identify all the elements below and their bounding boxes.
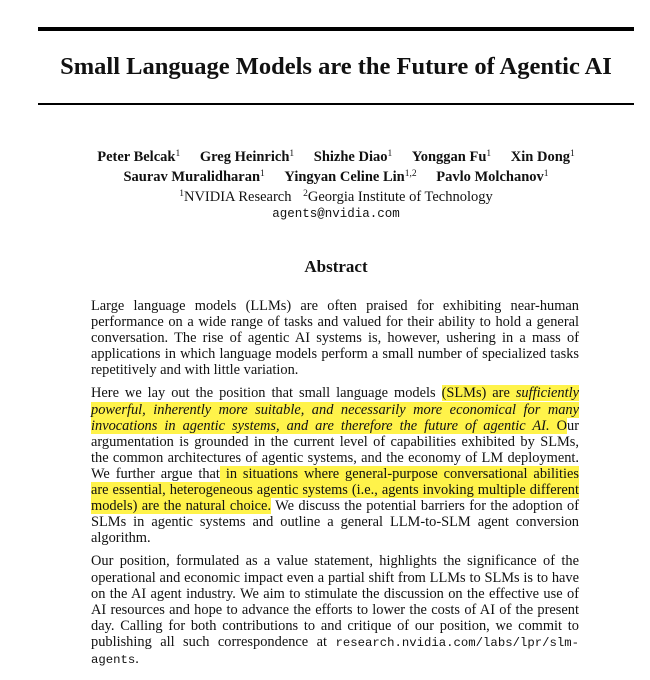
author: Yingyan Celine Lin$^{1,2}$ <box>284 169 417 185</box>
project-url[interactable]: research.nvidia.com/labs/lpr/slm-agents <box>91 635 579 667</box>
abstract-paragraph-1: Large language models (LLMs) are often praised for exhibiting near-human performance on a wide range of tasks and valued for their ability to hold a general conversation. The rise of agentic AI systems is, however, ushering in a mass of applications in which language models perform a small number of specialized tasks repetitively and with little variation. <box>91 298 579 379</box>
author: Saurav Muralidharan$^1$ <box>123 169 265 185</box>
author: Peter Belcak$^1$ <box>97 149 181 165</box>
author-row-1 <box>0 146 650 166</box>
abstract-body <box>91 298 579 675</box>
author-row-2 <box>0 166 650 186</box>
highlighted-text: (SLMs) are sufficiently powerful, inherently more suitable, and necessarily more economical for many invocations in agentic systems, and are therefore the future of agentic AI. O <box>91 385 579 434</box>
author: Xin Dong$^1$ <box>510 149 575 165</box>
author: Greg Heinrich$^1$ <box>199 149 295 165</box>
title-rule-bottom <box>38 103 634 105</box>
author: Shizhe Diao$^1$ <box>313 149 393 165</box>
abstract-heading: Abstract <box>304 257 368 276</box>
affiliations <box>0 186 650 206</box>
affiliation: $^1$NVIDIA Research <box>179 189 292 205</box>
paper-title: Small Language Models are the Future of Agentic AI <box>60 53 612 80</box>
author: Pavlo Molchanov$^1$ <box>436 169 549 185</box>
highlighted-text: in situations where general-purpose conversational abilities are essential, heterogeneous agentic systems (i.e., agents invoking multiple different models) are the natural choice. <box>91 465 579 515</box>
title-rule-top <box>38 27 634 31</box>
contact-email: agents@nvidia.com <box>272 207 400 221</box>
author: Yonggan Fu$^1$ <box>411 149 492 165</box>
author-block <box>0 146 650 223</box>
abstract-paragraph-3: Our position, formulated as a value statement, highlights the significance of the operational and economic impact even a partial shift from LLMs to SLMs is to have on the AI agent industry. We aim to stimulate the discussion on the effective use of AI resources and hope to advance the efforts to lower the costs of AI of the present day. Calling for both contributions to and critique of our position, we commit to publishing all such correspondence at research.nvidia.com/labs/lpr/slm-agents. <box>91 553 579 667</box>
abstract-paragraph-2: Here we lay out the position that small language models (SLMs) are sufficiently powerful, inherently more suitable, and necessarily more economical for many invocations in agentic systems, and are therefore the future of agentic AI. Our argumentation is grounded in the current level of capabilities exhibited by SLMs, the common architectures of agentic systems, and the economy of LM deployment. We further argue that in situations where general-purpose conversational abilities are essential, heterogeneous agentic systems (i.e., agents invoking multiple different models) are the natural choice. We discuss the potential barriers for the adoption of SLMs in agentic systems and outline a general LLM-to-SLM agent conversion algorithm. <box>91 385 579 547</box>
affiliation: $^2$Georgia Institute of Technology <box>303 189 493 205</box>
